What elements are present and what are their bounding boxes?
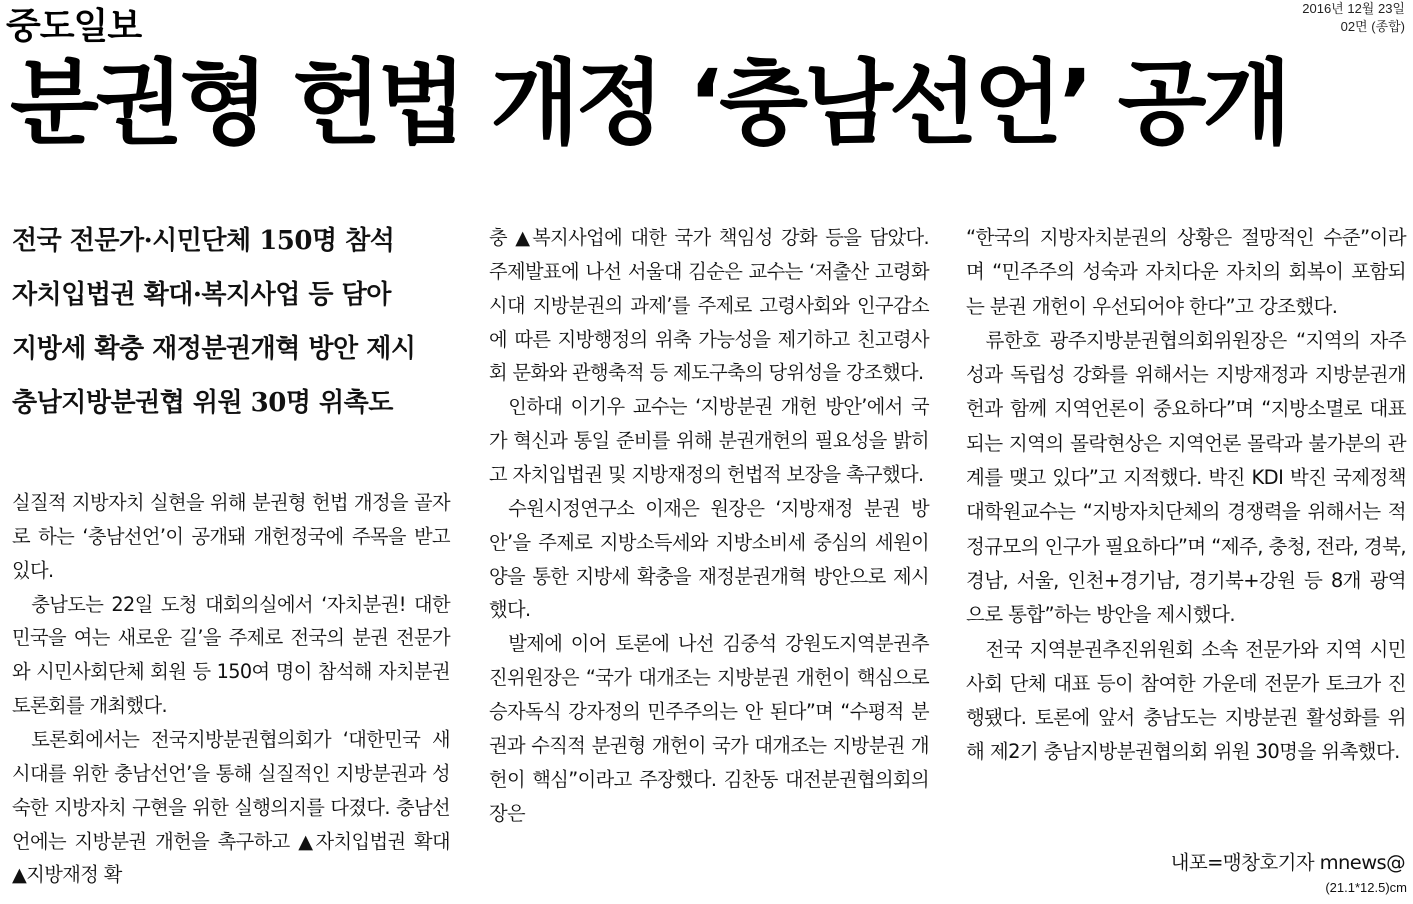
page-section: 02면 (종합) <box>1340 19 1405 34</box>
paragraph: 수원시정연구소 이재은 원장은 ‘지방재정 분권 방안’을 주제로 지방소득세와 지방소비세 중심의 세원이양을 통한 지방세 확충을 재정분권개혁 방안으로 제시했다. <box>489 496 929 622</box>
subheadlines <box>12 214 467 430</box>
paragraph: 인하대 이기우 교수는 ‘지방분권 개헌 방안’에서 국가 혁신과 통일 준비를 위해 분권개헌의 필요성을 밝히고 자치입법권 및 지방재정의 헌법적 보장을 촉구했다. <box>489 395 929 487</box>
article-column-2 <box>489 221 929 830</box>
paragraph: 실질적 지방자치 실현을 위해 분권형 헌법 개정을 골자로 하는 ‘충남선언’이 공개돼 개헌정국에 주목을 받고 있다. <box>12 491 450 582</box>
paragraph: 발제에 이어 토론에 나선 김중석 강원도지역분권추진위원장은 “국가 대개조는 지방분권 개헌이 핵심으로 승자독식 강자정의 민주주의는 안 된다”며 “수평적 분권과 수직적 분권형 개헌이 국가 대개조는 지방분권 개헌이 핵심”이라고 주장했다. 김찬동 대전분권협의회의장은 <box>489 632 929 825</box>
issue-meta <box>1302 0 1405 36</box>
paragraph: 전국 지역분권추진위원회 소속 전문가와 지역 시민사회 단체 대표 등이 참여한 가운데 전문가 토크가 진행됐다. 토론에 앞서 충남도는 지방분권 활성화를 위해 제2기 충남지방분권협의회 위원 30명을 위촉했다. <box>966 637 1406 764</box>
paragraph: 류한호 광주지방분권협의회위원장은 “지역의 자주성과 독립성 강화를 위해서는 지방재정과 지방분권개헌과 함께 지역언론이 중요하다”며 “지방소멸로 대표되는 지역의 몰락현상은 지역언론 몰락과 불가분의 관계를 맺고 있다”고 지적했다. 박진 KDI 박진 국제정책대학원교수는 “지방자치단체의 경쟁력을 위해서는 적정규모의 인구가 필요하다”며 “제주, 충청, 전라, 경북, 경남, 서울, 인천+경기남, 경기북+강원 등 8개 광역으로 통합”하는 방안을 제시했다. <box>966 328 1406 627</box>
subhead: 전국 전문가·시민단체 150명 참석 <box>12 226 395 256</box>
paragraph: 충 ▲복지사업에 대한 국가 책임성 강화 등을 담았다. 주제발표에 나선 서울대 김순은 교수는 ‘저출산 고령화 시대 지방분권의 과제’를 주제로 고령사회와 인구감소에 따른 지방행정의 위축 가능성을 제기하고 친고령사회 문화와 관행축적 등 제도구축의 당위성을 강조했다. <box>489 226 929 385</box>
masthead-logo: 중도일보 <box>6 6 142 47</box>
subhead: 충남지방분권협 위원 30명 위촉도 <box>12 388 393 418</box>
paragraph: “한국의 지방자치분권의 상황은 절망적인 수준”이라며 “민주주의 성숙과 자치다운 자치의 회복이 포함되는 분권 개헌이 우선되어야 한다”고 강조했다. <box>966 226 1406 318</box>
subhead: 지방세 확충 재정분권개혁 방안 제시 <box>12 334 416 364</box>
article-size-note: (21.1*12.5)cm <box>1325 880 1407 895</box>
article-column-3 <box>966 221 1406 770</box>
subhead: 자치입법권 확대·복지사업 등 담아 <box>12 280 391 310</box>
paragraph: 충남도는 22일 도청 대회의실에서 ‘자치분권! 대한민국을 여는 새로운 길’을 주제로 전국의 분권 전문가와 시민사회단체 회원 등 150여 명이 참석해 자치분권 토론회를 개최했다. <box>12 592 450 718</box>
article-column-1 <box>12 486 450 892</box>
paragraph: 토론회에서는 전국지방분권협의회가 ‘대한민국 새 시대를 위한 충남선언’을 통해 실질적인 지방분권과 성숙한 지방자치 구현을 위한 실행의지를 다졌다. 충남선언에는 지방분권 개헌을 촉구하고 ▲자치입법권 확대 ▲지방재정 확 <box>12 728 450 887</box>
byline: 내포=맹창호기자 mnews@ <box>1170 851 1405 874</box>
headline: 분권형 헌법 개정 ‘충남선언’ 공개 <box>10 50 1288 157</box>
issue-date: 2016년 12월 23일 <box>1302 1 1405 16</box>
